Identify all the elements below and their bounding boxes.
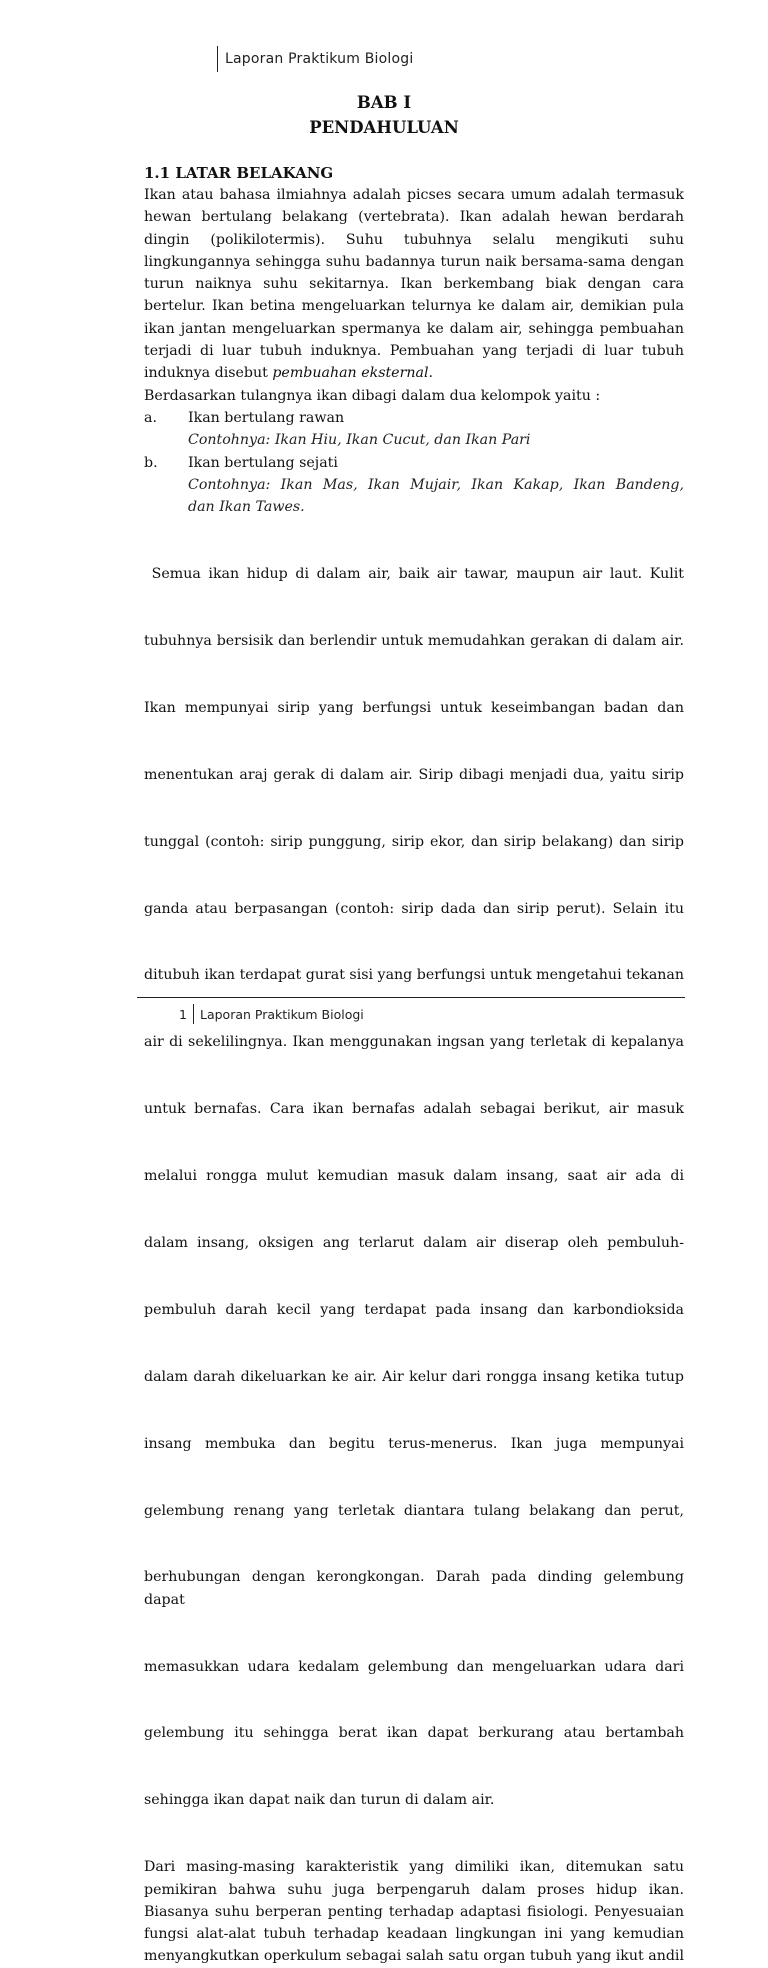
text-line	[144, 362, 684, 384]
text-line: Dari masing-masing karakteristik yang dimiliki ikan, ditemukan satu	[144, 1859, 684, 1876]
text-line: ikan jantan mengeluarkan spermanya ke dalam air, sehingga pembuahan	[144, 320, 684, 337]
text-span: .	[428, 365, 433, 382]
list-label: Ikan bertulang rawan	[188, 409, 345, 426]
text-line: Ikan mempunyai sirip yang berfungsi untuk keseimbangan badan dan	[144, 699, 684, 716]
footer-divider	[193, 1004, 194, 1024]
list-marker: b.	[144, 454, 158, 471]
text-line: air di sekelilingnya. Ikan menggunakan ingsan yang terletak di kepalanya	[144, 1034, 684, 1051]
text-line: lingkungannya sehingga suhu badannya turun naik bersama-sama dengan	[144, 253, 684, 270]
list-example	[188, 429, 684, 451]
header-title: Laporan Praktikum Biologi	[225, 51, 414, 67]
text-line: Biasanya suhu berperan penting terhadap adaptasi fisiologi. Penyesuaian	[144, 1903, 684, 1920]
text-line: melalui rongga mulut kemudian masuk dalam insang, saat air ada di	[144, 1168, 684, 1185]
text-line: gelembung renang yang terletak diantara tulang belakang dan perut,	[144, 1502, 684, 1519]
text-line: Contohnya: Ikan Hiu, Ikan Cucut, dan Ikan Pari	[188, 432, 531, 449]
list-item	[144, 452, 684, 474]
footer-content	[137, 1004, 364, 1024]
list-marker: a.	[144, 409, 157, 426]
chapter-number: BAB I	[356, 93, 412, 112]
section-heading: 1.1 LATAR BELAKANG	[144, 164, 334, 182]
list-example	[188, 474, 684, 519]
chapter-title: PENDAHULUAN	[309, 118, 459, 137]
text-line: bertelur. Ikan betina mengeluarkan telurnya ke dalam air, demikian pula	[144, 298, 684, 315]
text-line: untuk bernafas. Cara ikan bernafas adalah sebagai berikut, air masuk	[144, 1101, 684, 1118]
paragraph-anatomy	[144, 518, 684, 1856]
text-line: insang membuka dan begitu terus-menerus. Ikan juga mempunyai	[144, 1435, 684, 1452]
text-line: ganda atau berpasangan (contoh: sirip dada dan sirip perut). Selain itu	[144, 900, 684, 917]
text-line: Ikan atau bahasa ilmiahnya adalah picses secara umum adalah termasuk	[144, 187, 684, 203]
text-line: menentukan araj gerak di dalam air. Sirip dibagi menjadi dua, yaitu sirip	[144, 766, 684, 783]
text-line: gelembung itu sehingga berat ikan dapat berkurang atau bertambah	[144, 1725, 684, 1742]
text-line: pemikiran bahwa suhu juga berpengaruh dalam proses hidup ikan.	[144, 1881, 684, 1898]
italic-term: pembuahan eksternal	[272, 365, 429, 382]
text-span: induknya disebut	[144, 365, 273, 382]
text-line: dalam insang, oksigen ang terlarut dalam air diserap oleh pembuluh-	[144, 1234, 684, 1251]
text-line: fungsi alat-alat tubuh terhadap keadaan lingkungan ini yang kemudian	[144, 1926, 684, 1943]
running-header	[217, 46, 413, 72]
running-footer	[137, 997, 685, 1025]
text-line: memasukkan udara kedalam gelembung dan mengeluarkan udara dari	[144, 1658, 684, 1675]
footer-title: Laporan Praktikum Biologi	[200, 1006, 364, 1022]
page-number: 1	[179, 1006, 187, 1022]
text-line: turun naiknya suhu sekitarnya. Ikan berkembang biak dengan cara	[144, 276, 684, 293]
text-line: pembuluh darah kecil yang terdapat pada insang dan karbondioksida	[144, 1301, 684, 1318]
list-label: Ikan bertulang sejati	[188, 454, 338, 471]
document-body	[144, 162, 684, 1968]
text-line: sehingga ikan dapat naik dan turun di dalam air.	[144, 1792, 495, 1809]
paragraph-temperature	[144, 1856, 684, 1967]
text-line: hewan bertulang belakang (vertebrata). Ikan adalah hewan berdarah	[144, 209, 684, 226]
paragraph-intro	[144, 184, 684, 385]
text-line: tunggal (contoh: sirip punggung, sirip ekor, dan sirip belakang) dan sirip	[144, 833, 684, 850]
text-line: Semua ikan hidup di dalam air, baik air tawar, maupun air laut. Kulit	[144, 566, 684, 583]
text-line: Contohnya: Ikan Mas, Ikan Mujair, Ikan Kakap, Ikan Bandeng,	[188, 476, 684, 493]
classification-intro: Berdasarkan tulangnya ikan dibagi dalam dua kelompok yaitu :	[144, 387, 601, 404]
text-line: dalam darah dikeluarkan ke air. Air kelur dari rongga insang ketika tutup	[144, 1368, 684, 1385]
text-line: menyangkutkan operkulum sebagai salah satu organ tubuh yang ikut andil	[144, 1948, 684, 1965]
text-line: dingin (polikilotermis). Suhu tubuhnya selalu mengikuti suhu	[144, 231, 684, 248]
text-line: terjadi di luar tubuh induknya. Pembuahan yang terjadi di luar tubuh	[144, 343, 684, 360]
text-line: tubuhnya bersisik dan berlendir untuk memudahkan gerakan di dalam air.	[144, 632, 684, 649]
text-line: berhubungan dengan kerongkongan. Darah pada dinding gelembung dapat	[144, 1569, 684, 1608]
classification-list	[144, 407, 684, 518]
list-item	[144, 407, 684, 429]
text-line: dan Ikan Tawes.	[188, 499, 305, 516]
text-line: ditubuh ikan terdapat gurat sisi yang berfungsi untuk mengetahui tekanan	[144, 967, 685, 984]
